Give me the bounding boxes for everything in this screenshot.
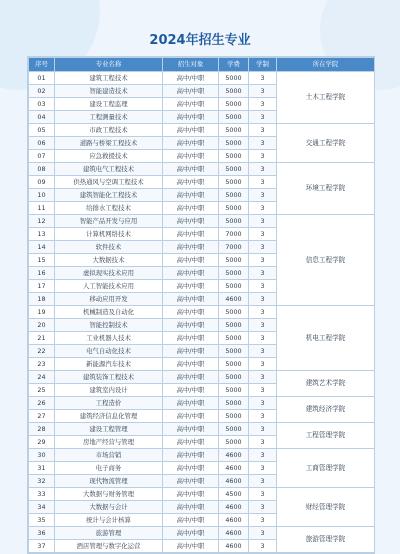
cell-index: 21 (29, 332, 55, 345)
cell-major: 大数据技术 (55, 254, 163, 267)
cell-major: 统计与会计核算 (55, 514, 163, 527)
cell-major: 建筑室内设计 (55, 384, 163, 397)
cell-major: 建筑装饰工程技术 (55, 371, 163, 384)
table-row (29, 397, 375, 410)
cell-target: 高中/中职 (163, 371, 219, 384)
cell-duration: 3 (249, 150, 277, 163)
cell-duration: 3 (249, 189, 277, 202)
cell-major: 新能源汽车技术 (55, 358, 163, 371)
cell-target: 高中/中职 (163, 202, 219, 215)
cell-target: 高中/中职 (163, 449, 219, 462)
cell-tuition: 5000 (219, 319, 249, 332)
cell-major: 市场营销 (55, 449, 163, 462)
cell-duration: 3 (249, 98, 277, 111)
cell-major: 工程测量技术 (55, 111, 163, 124)
cell-tuition: 5000 (219, 124, 249, 137)
cell-tuition: 5000 (219, 163, 249, 176)
cell-index: 01 (29, 72, 55, 85)
cell-target: 高中/中职 (163, 319, 219, 332)
cell-major: 现代物流管理 (55, 475, 163, 488)
cell-major: 酒店管理与数字化运营 (55, 540, 163, 553)
cell-major: 应急救援技术 (55, 150, 163, 163)
cell-major: 电子商务 (55, 462, 163, 475)
cell-major: 给排水工程技术 (55, 202, 163, 215)
header-major: 专业名称 (55, 58, 163, 72)
cell-college: 机电工程学院 (277, 306, 375, 371)
cell-target: 高中/中职 (163, 111, 219, 124)
cell-duration: 3 (249, 462, 277, 475)
cell-index: 20 (29, 319, 55, 332)
cell-major: 智能产品开发与应用 (55, 215, 163, 228)
header-college: 所在学院 (277, 58, 375, 72)
cell-target: 高中/中职 (163, 345, 219, 358)
cell-target: 高中/中职 (163, 98, 219, 111)
cell-duration: 3 (249, 514, 277, 527)
cell-index: 30 (29, 449, 55, 462)
cell-duration: 3 (249, 410, 277, 423)
cell-tuition: 5000 (219, 202, 249, 215)
cell-college: 工程管理学院 (277, 423, 375, 449)
table-row (29, 163, 375, 176)
cell-target: 高中/中职 (163, 215, 219, 228)
cell-tuition: 5000 (219, 85, 249, 98)
cell-major: 建设工程监理 (55, 98, 163, 111)
cell-target: 高中/中职 (163, 267, 219, 280)
cell-index: 07 (29, 150, 55, 163)
cell-target: 高中/中职 (163, 423, 219, 436)
cell-tuition: 5000 (219, 254, 249, 267)
cell-tuition: 5000 (219, 384, 249, 397)
cell-target: 高中/中职 (163, 254, 219, 267)
cell-index: 12 (29, 215, 55, 228)
cell-duration: 3 (249, 241, 277, 254)
table-row (29, 449, 375, 462)
cell-major: 房地产经营与管理 (55, 436, 163, 449)
cell-major: 建设工程管理 (55, 423, 163, 436)
cell-duration: 3 (249, 384, 277, 397)
cell-duration: 3 (249, 371, 277, 384)
cell-college: 财经管理学院 (277, 488, 375, 527)
cell-target: 高中/中职 (163, 358, 219, 371)
cell-index: 03 (29, 98, 55, 111)
cell-tuition: 4600 (219, 514, 249, 527)
cell-target: 高中/中职 (163, 241, 219, 254)
cell-tuition: 5000 (219, 215, 249, 228)
cell-index: 04 (29, 111, 55, 124)
table-row (29, 488, 375, 501)
cell-major: 工业机器人技术 (55, 332, 163, 345)
cell-duration: 3 (249, 111, 277, 124)
cell-target: 高中/中职 (163, 410, 219, 423)
cell-tuition: 5000 (219, 111, 249, 124)
cell-duration: 3 (249, 72, 277, 85)
cell-duration: 3 (249, 267, 277, 280)
cell-duration: 3 (249, 176, 277, 189)
cell-duration: 3 (249, 215, 277, 228)
cell-college: 建筑经济学院 (277, 397, 375, 423)
cell-target: 高中/中职 (163, 488, 219, 501)
cell-major: 人工智能技术应用 (55, 280, 163, 293)
cell-index: 16 (29, 267, 55, 280)
cell-duration: 3 (249, 540, 277, 553)
cell-tuition: 5000 (219, 176, 249, 189)
table-row (29, 423, 375, 436)
cell-target: 高中/中职 (163, 85, 219, 98)
cell-target: 高中/中职 (163, 228, 219, 241)
cell-target: 高中/中职 (163, 475, 219, 488)
cell-tuition: 5000 (219, 72, 249, 85)
cell-index: 15 (29, 254, 55, 267)
cell-tuition: 4600 (219, 449, 249, 462)
cell-tuition: 5000 (219, 410, 249, 423)
cell-duration: 3 (249, 488, 277, 501)
cell-target: 高中/中职 (163, 189, 219, 202)
cell-target: 高中/中职 (163, 150, 219, 163)
cell-index: 36 (29, 527, 55, 540)
cell-tuition: 7000 (219, 241, 249, 254)
cell-index: 32 (29, 475, 55, 488)
cell-target: 高中/中职 (163, 332, 219, 345)
cell-duration: 3 (249, 345, 277, 358)
cell-index: 05 (29, 124, 55, 137)
cell-index: 22 (29, 345, 55, 358)
cell-tuition: 4600 (219, 462, 249, 475)
cell-major: 工程造价 (55, 397, 163, 410)
cell-tuition: 5000 (219, 397, 249, 410)
cell-index: 24 (29, 371, 55, 384)
cell-major: 机械制造及自动化 (55, 306, 163, 319)
cell-tuition: 7000 (219, 228, 249, 241)
cell-duration: 3 (249, 358, 277, 371)
cell-target: 高中/中职 (163, 501, 219, 514)
cell-target: 高中/中职 (163, 280, 219, 293)
cell-tuition: 5000 (219, 280, 249, 293)
cell-target: 高中/中职 (163, 436, 219, 449)
cell-index: 09 (29, 176, 55, 189)
cell-tuition: 5000 (219, 267, 249, 280)
cell-major: 建筑经济信息化管理 (55, 410, 163, 423)
cell-index: 14 (29, 241, 55, 254)
cell-target: 高中/中职 (163, 176, 219, 189)
cell-major: 供热通风与空调工程技术 (55, 176, 163, 189)
enrollment-table (27, 56, 375, 554)
cell-college: 建筑艺术学院 (277, 371, 375, 397)
cell-tuition: 5000 (219, 358, 249, 371)
cell-target: 高中/中职 (163, 293, 219, 306)
cell-major: 道路与桥梁工程技术 (55, 137, 163, 150)
cell-duration: 3 (249, 228, 277, 241)
cell-index: 28 (29, 423, 55, 436)
cell-index: 10 (29, 189, 55, 202)
cell-index: 18 (29, 293, 55, 306)
cell-target: 高中/中职 (163, 462, 219, 475)
cell-college: 交通工程学院 (277, 124, 375, 163)
cell-tuition: 5000 (219, 150, 249, 163)
cell-duration: 3 (249, 501, 277, 514)
cell-duration: 3 (249, 332, 277, 345)
cell-target: 高中/中职 (163, 384, 219, 397)
cell-target: 高中/中职 (163, 527, 219, 540)
cell-index: 26 (29, 397, 55, 410)
header-duration: 学制 (249, 58, 277, 72)
cell-tuition: 5000 (219, 332, 249, 345)
cell-duration: 3 (249, 306, 277, 319)
cell-index: 34 (29, 501, 55, 514)
cell-duration: 3 (249, 163, 277, 176)
cell-index: 31 (29, 462, 55, 475)
cell-duration: 3 (249, 293, 277, 306)
cell-duration: 3 (249, 436, 277, 449)
cell-major: 大数据与财务管理 (55, 488, 163, 501)
table-row (29, 306, 375, 319)
cell-tuition: 5000 (219, 306, 249, 319)
header-target: 招生对象 (163, 58, 219, 72)
table-header-row (29, 58, 375, 72)
cell-index: 37 (29, 540, 55, 553)
cell-college: 环境工程学院 (277, 163, 375, 215)
cell-tuition: 4500 (219, 488, 249, 501)
page-title: 2024年招生专业 (149, 33, 251, 48)
cell-duration: 3 (249, 475, 277, 488)
cell-index: 25 (29, 384, 55, 397)
cell-duration: 3 (249, 202, 277, 215)
cell-major: 智能建造技术 (55, 85, 163, 98)
table-row (29, 527, 375, 540)
cell-duration: 3 (249, 280, 277, 293)
cell-duration: 3 (249, 137, 277, 150)
cell-index: 33 (29, 488, 55, 501)
cell-major: 建筑工程技术 (55, 72, 163, 85)
cell-tuition: 5000 (219, 423, 249, 436)
cell-college: 工商管理学院 (277, 449, 375, 488)
cell-college: 土木工程学院 (277, 72, 375, 124)
cell-tuition: 4600 (219, 540, 249, 553)
cell-tuition: 5000 (219, 137, 249, 150)
header-tuition: 学费 (219, 58, 249, 72)
table-row (29, 215, 375, 228)
cell-major: 虚拟现实技术应用 (55, 267, 163, 280)
cell-target: 高中/中职 (163, 137, 219, 150)
cell-tuition: 4600 (219, 527, 249, 540)
cell-major: 智能控制技术 (55, 319, 163, 332)
cell-index: 23 (29, 358, 55, 371)
header-index: 序号 (29, 58, 55, 72)
cell-duration: 3 (249, 423, 277, 436)
cell-duration: 3 (249, 254, 277, 267)
cell-tuition: 5000 (219, 345, 249, 358)
cell-tuition: 5000 (219, 371, 249, 384)
cell-index: 08 (29, 163, 55, 176)
cell-target: 高中/中职 (163, 514, 219, 527)
cell-index: 06 (29, 137, 55, 150)
cell-index: 35 (29, 514, 55, 527)
cell-target: 高中/中职 (163, 306, 219, 319)
cell-index: 19 (29, 306, 55, 319)
cell-duration: 3 (249, 319, 277, 332)
cell-target: 高中/中职 (163, 540, 219, 553)
cell-duration: 3 (249, 397, 277, 410)
cell-major: 移动应用开发 (55, 293, 163, 306)
cell-major: 旅游管理 (55, 527, 163, 540)
cell-duration: 3 (249, 527, 277, 540)
cell-duration: 3 (249, 449, 277, 462)
cell-tuition: 4600 (219, 501, 249, 514)
table-row (29, 371, 375, 384)
cell-major: 计算机网络技术 (55, 228, 163, 241)
table-row (29, 72, 375, 85)
cell-tuition: 4600 (219, 475, 249, 488)
table-body (29, 72, 375, 553)
cell-index: 17 (29, 280, 55, 293)
cell-duration: 3 (249, 85, 277, 98)
cell-tuition: 5000 (219, 189, 249, 202)
cell-target: 高中/中职 (163, 163, 219, 176)
cell-college: 信息工程学院 (277, 215, 375, 306)
cell-college: 旅游管理学院 (277, 527, 375, 553)
cell-major: 软件技术 (55, 241, 163, 254)
cell-target: 高中/中职 (163, 397, 219, 410)
cell-index: 02 (29, 85, 55, 98)
cell-index: 13 (29, 228, 55, 241)
cell-target: 高中/中职 (163, 124, 219, 137)
cell-major: 电气自动化技术 (55, 345, 163, 358)
table-row (29, 124, 375, 137)
cell-major: 建筑电气工程技术 (55, 163, 163, 176)
cell-tuition: 5000 (219, 98, 249, 111)
cell-major: 市政工程技术 (55, 124, 163, 137)
cell-duration: 3 (249, 124, 277, 137)
cell-major: 建筑智能化工程技术 (55, 189, 163, 202)
cell-tuition: 4600 (219, 293, 249, 306)
cell-index: 29 (29, 436, 55, 449)
cell-index: 11 (29, 202, 55, 215)
cell-index: 27 (29, 410, 55, 423)
cell-target: 高中/中职 (163, 72, 219, 85)
cell-tuition: 5000 (219, 436, 249, 449)
cell-major: 大数据与会计 (55, 501, 163, 514)
